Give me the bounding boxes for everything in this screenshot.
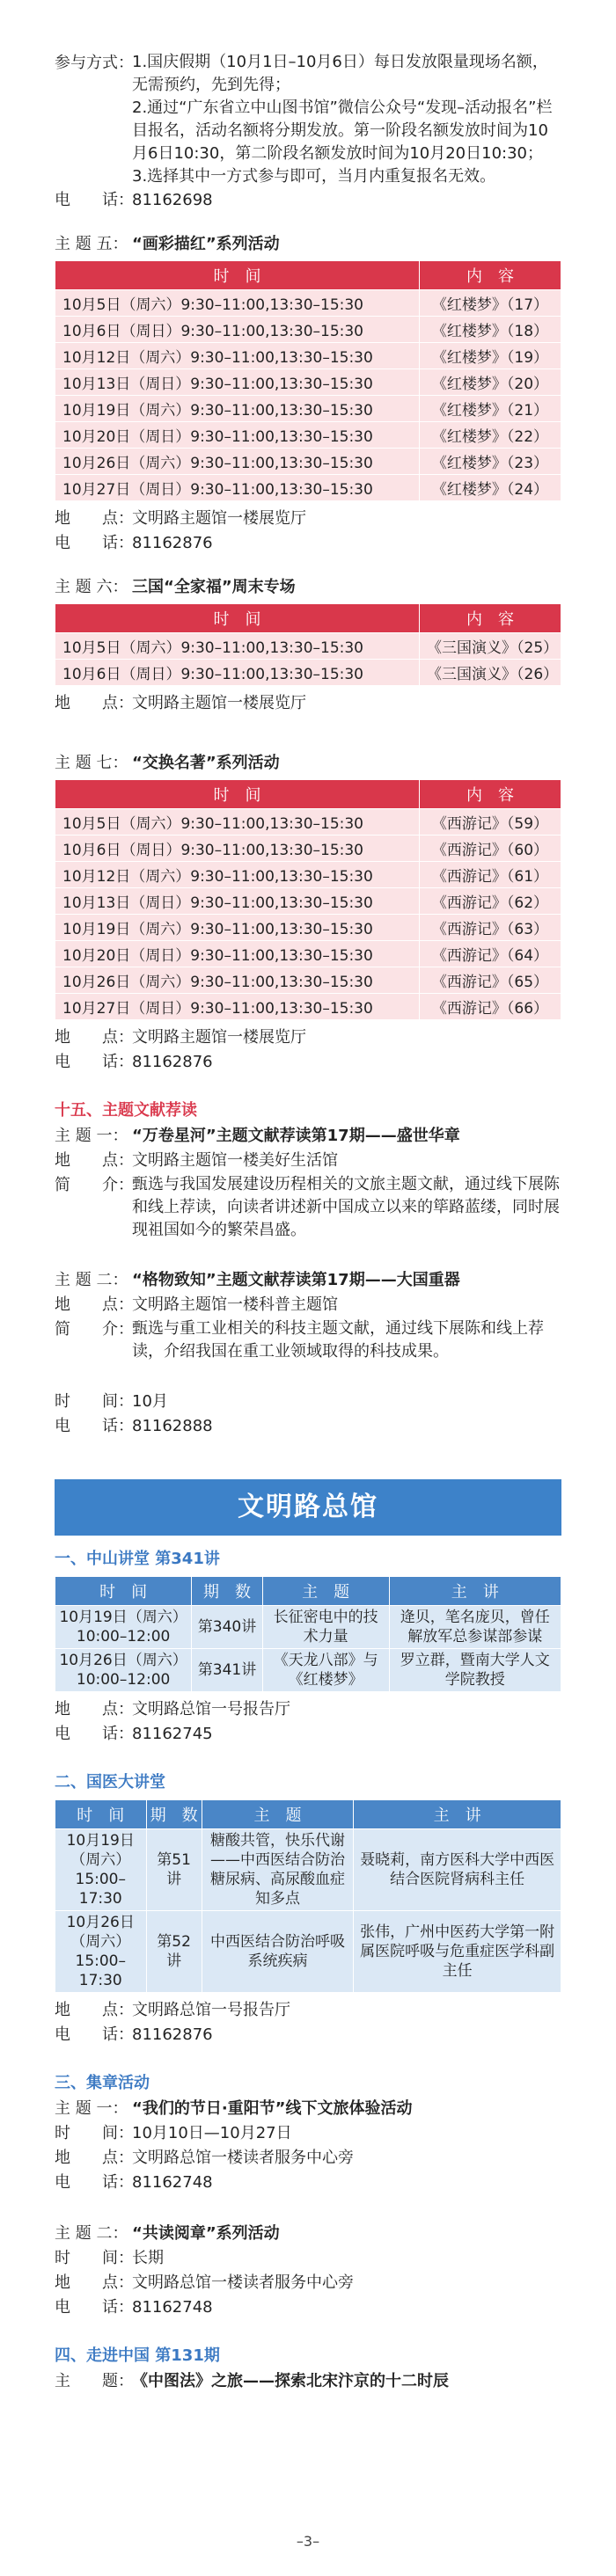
content bbox=[55, 51, 561, 2394]
participation-row bbox=[55, 51, 561, 97]
s15-b-place-row: 地 点： 文明路主题馆一楼科普主题馆 bbox=[55, 1295, 338, 1314]
walk-into-china-heading: 四、走进中国 第131期 bbox=[55, 2346, 220, 2365]
topic-six: 主 题 六： 三国“全家福”周末专场 bbox=[55, 575, 561, 600]
table-row: 10月19日（周六）10:00–12:00 第340讲 长征密电中的技术力量 逄贝，笔名庞贝，曾任解放军总参谋部参谋 bbox=[55, 1606, 561, 1649]
participation-line-2: 2.通过“广东省立中山图书馆”微信公众号“发现–活动报名”栏目报名，活动名额将分期发放。第一阶段名额发放时间为10月6日10:30，第二阶段名额发放时间为10月20日10:30； bbox=[132, 99, 553, 163]
topic-six-table: 时 间 内 容 10月5日（周六）9:30–11:00,13:30–15:30 《三国演义》（25） 10月6日（周日）9:30–11:00,13:30–15:30 《三国演义》（26） bbox=[55, 603, 561, 686]
table-row: 10月6日（周日）9:30–11:00,13:30–15:30 《红楼梦》（18） bbox=[55, 317, 561, 343]
t7-place-row: 地 点： 文明路主题馆一楼展览厅 bbox=[55, 1025, 561, 1050]
table-row: 10月12日（周六）9:30–11:00,13:30–15:30 《红楼梦》（19） bbox=[55, 343, 561, 369]
table-row: 10月26日（周六）10:00–12:00 第341讲 《天龙八部》与《红楼梦》 罗立群，暨南大学人文学院教授 bbox=[55, 1649, 561, 1692]
walk-into-china-topic: 主 题： 《中图法》之旅——探索北宋汴京的十二时辰 bbox=[55, 2372, 449, 2390]
jz-a-place-row: 地 点： 文明路总馆一楼读者服务中心旁 bbox=[55, 2149, 354, 2167]
top-phone-row: 电 话： 81162698 bbox=[55, 188, 561, 213]
table-row: 10月6日（周日）9:30–11:00,13:30–15:30 《西游记》（60） bbox=[55, 836, 561, 862]
gy-phone-row: 电 话： 81162876 bbox=[55, 2025, 213, 2044]
top-phone: 81162698 bbox=[132, 191, 213, 209]
t6-place: 文明路主题馆一楼展览厅 bbox=[132, 694, 306, 712]
t7-place: 文明路主题馆一楼展览厅 bbox=[132, 1028, 306, 1047]
s15-a-desc-row: 简 介： 甄选与我国发展建设历程相关的文旅主题文献，通过线下展陈和线上荐读，向读者讲述新中国成立以来的筚路蓝缕，同时展现祖国如今的繁荣昌盛。 bbox=[55, 1175, 560, 1239]
zhongshan-lecture-table: 时 间 期 数 主 题 主 讲 10月19日（周六）10:00–12:00 第340讲 长征密电中的技术力量 逄贝，笔名庞贝，曾任解放军总参谋部参谋 10月26日（周六）10:00–12:00 第341讲 《天龙八部》与《红楼梦》 罗立群，暨南大学人文学院教授 bbox=[55, 1576, 561, 1692]
t5-phone: 81162876 bbox=[132, 534, 213, 552]
topic-seven-title: “交换名著”系列活动 bbox=[132, 754, 280, 772]
table-row: 10月19日（周六）15:00–17:30 第51讲 糖酸共管，快乐代谢——中西医结合防治糖尿病、高尿酸血症知多点 聂晓莉，南方医科大学中西医结合医院肾病科主任 bbox=[55, 1829, 561, 1911]
topic-five-title: “画彩描红”系列活动 bbox=[132, 235, 280, 253]
t5-place-row: 地 点： 文明路主题馆一楼展览厅 bbox=[55, 507, 561, 531]
table-row: 10月6日（周日）9:30–11:00,13:30–15:30 《三国演义》（26） bbox=[55, 660, 561, 686]
s15-b-desc-row: 简 介： 甄选与重工业相关的科技主题文献，通过线下展陈和线上荐读，介绍我国在重工业领域取得的科技成果。 bbox=[55, 1319, 544, 1361]
s15-topic-two: 主 题 二： “格物致知”主题文献荐读第17期——大国重器 bbox=[55, 1271, 460, 1289]
table-row: 10月20日（周日）9:30–11:00,13:30–15:30 《西游记》（64） bbox=[55, 941, 561, 967]
page-number: –3– bbox=[296, 2533, 320, 2550]
table-row: 10月13日（周日）9:30–11:00,13:30–15:30 《红楼梦》（20） bbox=[55, 369, 561, 396]
t6-place-row: 地 点： 文明路主题馆一楼展览厅 bbox=[55, 691, 561, 716]
jz-a-time-row: 时 间： 10月10日—10月27日 bbox=[55, 2124, 292, 2142]
stamp-topic-two: 主 题 二： “共读阅章”系列活动 bbox=[55, 2224, 280, 2243]
topic-five: 主 题 五： “画彩描红”系列活动 bbox=[55, 232, 561, 257]
zs-place-row: 地 点： 文明路总馆一号报告厅 bbox=[55, 1700, 290, 1719]
guoyi-lecture-table: 时 间 期 数 主 题 主 讲 10月19日（周六）15:00–17:30 第51讲 糖酸共管，快乐代谢——中西医结合防治糖尿病、高尿酸血症知多点 聂晓莉，南方医科大学中西医结合医院肾病科主任 10月26日（周六）15:00–17:30 第52讲 中西医结合防治呼吸系统疾病 张伟，广州中医药大学第一附属医院呼吸与危重症医学科副主任 bbox=[55, 1799, 561, 1993]
table-row: 10月5日（周六）9:30–11:00,13:30–15:30 《三国演义》（25） bbox=[55, 633, 561, 660]
s15-a-place-row: 地 点： 文明路主题馆一楼美好生活馆 bbox=[55, 1151, 338, 1170]
zs-phone-row: 电 话： 81162745 bbox=[55, 1725, 213, 1743]
table-row: 10月26日（周六）9:30–11:00,13:30–15:30 《红楼梦》（23） bbox=[55, 449, 561, 475]
section-15-heading: 十五、主题文献荐读 bbox=[55, 1101, 197, 1120]
s15-phone-row: 电 话： 81162888 bbox=[55, 1417, 213, 1435]
t5-place: 文明路主题馆一楼展览厅 bbox=[132, 509, 306, 528]
t5-phone-row: 电 话： 81162876 bbox=[55, 531, 561, 556]
zhongshan-lecture-heading: 一、中山讲堂 第341讲 bbox=[55, 1550, 220, 1568]
t7-phone-row: 电 话： 81162876 bbox=[55, 1050, 561, 1075]
guoyi-lecture-heading: 二、国医大讲堂 bbox=[55, 1773, 165, 1792]
t7-phone: 81162876 bbox=[132, 1053, 213, 1071]
table-row: 10月5日（周六）9:30–11:00,13:30–15:30 《红楼梦》（17） bbox=[55, 290, 561, 317]
jz-b-phone-row: 电 话： 81162748 bbox=[55, 2298, 213, 2317]
table-row: 10月27日（周日）9:30–11:00,13:30–15:30 《西游记》（66） bbox=[55, 994, 561, 1020]
branch-banner: 文明路总馆 bbox=[55, 1479, 561, 1536]
table-row: 10月26日（周六）9:30–11:00,13:30–15:30 《西游记》（65） bbox=[55, 967, 561, 994]
col-content: 内 容 bbox=[420, 261, 561, 290]
s15-time-row: 时 间： 10月 bbox=[55, 1392, 168, 1411]
s15-topic-one: 主 题 一： “万卷星河”主题文献荐读第17期——盛世华章 bbox=[55, 1127, 460, 1145]
table-row: 10月5日（周六）9:30–11:00,13:30–15:30 《西游记》（59） bbox=[55, 809, 561, 836]
stamp-heading: 三、集章活动 bbox=[55, 2074, 150, 2092]
topic-seven: 主 题 七： “交换名著”系列活动 bbox=[55, 751, 561, 776]
table-row: 10月26日（周六）15:00–17:30 第52讲 中西医结合防治呼吸系统疾病 张伟，广州中医药大学第一附属医院呼吸与危重症医学科副主任 bbox=[55, 1911, 561, 1993]
topic-six-title: 三国“全家福”周末专场 bbox=[132, 578, 296, 596]
table-row: 10月19日（周六）9:30–11:00,13:30–15:30 《红楼梦》（21） bbox=[55, 396, 561, 422]
jz-b-time-row: 时 间： 长期 bbox=[55, 2249, 164, 2267]
participation-line-3: 3.选择其中一方式参与即可，当月内重复报名无效。 bbox=[132, 167, 496, 186]
table-row: 10月27日（周日）9:30–11:00,13:30–15:30 《红楼梦》（24） bbox=[55, 475, 561, 501]
table-row: 10月20日（周日）9:30–11:00,13:30–15:30 《红楼梦》（22） bbox=[55, 422, 561, 449]
stamp-topic-one: 主 题 一： “我们的节日·重阳节”线下文旅体验活动 bbox=[55, 2099, 413, 2118]
jz-b-place-row: 地 点： 文明路总馆一楼读者服务中心旁 bbox=[55, 2273, 354, 2292]
gy-place-row: 地 点： 文明路总馆一号报告厅 bbox=[55, 2001, 290, 2019]
topic-seven-table: 时 间 内 容 10月5日（周六）9:30–11:00,13:30–15:30 《西游记》（59） 10月6日（周日）9:30–11:00,13:30–15:30 《西游记》（60） 10月12日（周六）9:30–11:00,13:30–15:30 《西游记》（61） 10月13日（周日）9:30–11:00,13:30–15:30 《西游记》（62） 10月19日（周六）9:30–11:00,13:30–15:30 《西游记》（63） 10月20日（周日）9:30–11:00,13:30–15:30 《西游记》（64） 10月26日（周六）9:30–11:00,13:30–15:30 《西游记》（65） 10月27日（周日）9:30–11:00,13:30–15:30 《西游记》（66） bbox=[55, 779, 561, 1020]
col-time: 时 间 bbox=[55, 261, 420, 290]
topic-five-table bbox=[55, 260, 561, 501]
participation-line-1: 1.国庆假期（10月1日–10月6日）每日发放限量现场名额，无需预约，先到先得； bbox=[132, 53, 548, 94]
participation-key: 参与方式： bbox=[55, 54, 134, 72]
table-row: 10月19日（周六）9:30–11:00,13:30–15:30 《西游记》（63） bbox=[55, 915, 561, 941]
table-row: 10月13日（周日）9:30–11:00,13:30–15:30 《西游记》（62） bbox=[55, 888, 561, 915]
jz-a-phone-row: 电 话： 81162748 bbox=[55, 2173, 213, 2192]
table-row: 10月12日（周六）9:30–11:00,13:30–15:30 《西游记》（61） bbox=[55, 862, 561, 888]
